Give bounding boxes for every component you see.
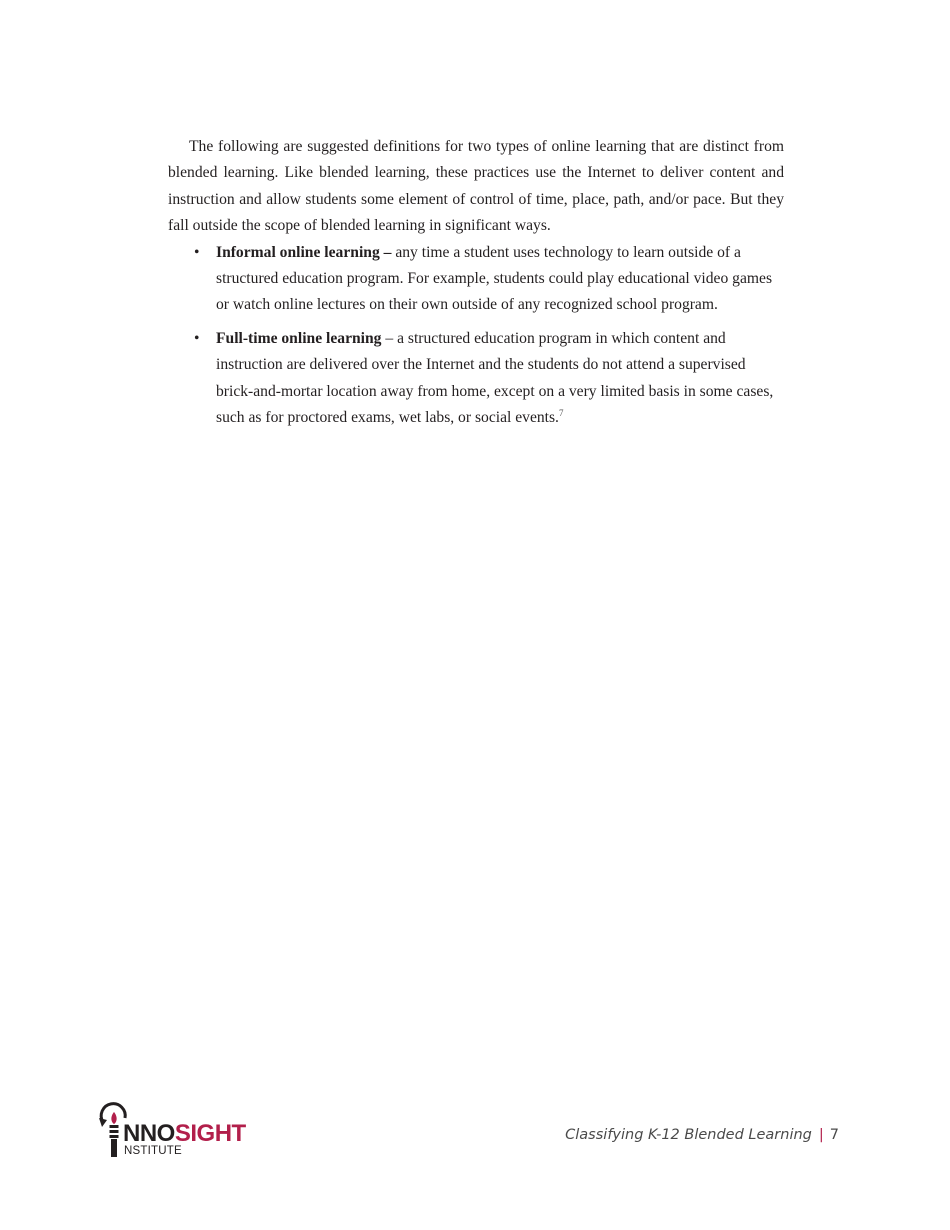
- definition-text: any time a student uses technology to learn outside of a structured education program. For example, students could play educational video games or watch online lectures on their own outside of any recognized school program.: [216, 243, 773, 314]
- page-number: 7: [829, 1127, 839, 1143]
- footnote-marker[interactable]: 7: [558, 407, 564, 418]
- bullet-icon: •: [194, 243, 200, 261]
- definitions-list: [168, 240, 784, 432]
- definition-term: Informal online learning –: [216, 243, 392, 261]
- logo-wordmark: NNOSIGHT: [123, 1120, 246, 1147]
- innosight-logo: [97, 1100, 246, 1162]
- list-item: [168, 240, 784, 319]
- list-item: [168, 326, 784, 432]
- intro-paragraph: The following are suggested definitions for two types of online learning that are distinct from blended learning. Like blended learning, these practices use the Internet to deliver content and instruction and allow students some element of control of time, place, path, and/or pace. But they fall outside the scope of blended learning in significant ways.: [168, 138, 784, 235]
- footer-separator: |: [818, 1127, 824, 1143]
- page-body: [168, 134, 784, 431]
- logo-subtext: NSTITUTE: [124, 1145, 182, 1157]
- bullet-icon: •: [194, 329, 200, 347]
- document-title: Classifying K-12 Blended Learning: [565, 1127, 812, 1143]
- definition-term: Full-time online learning: [216, 329, 382, 347]
- definition-text: – a structured education program in which content and instruction are delivered over the Internet and the students do not attend a supervised brick-and-mortar location away from home, except on a very limited basis in some cases, such as for proctored exams, wet labs, or social events.: [216, 329, 774, 427]
- page-footer: [565, 1127, 839, 1143]
